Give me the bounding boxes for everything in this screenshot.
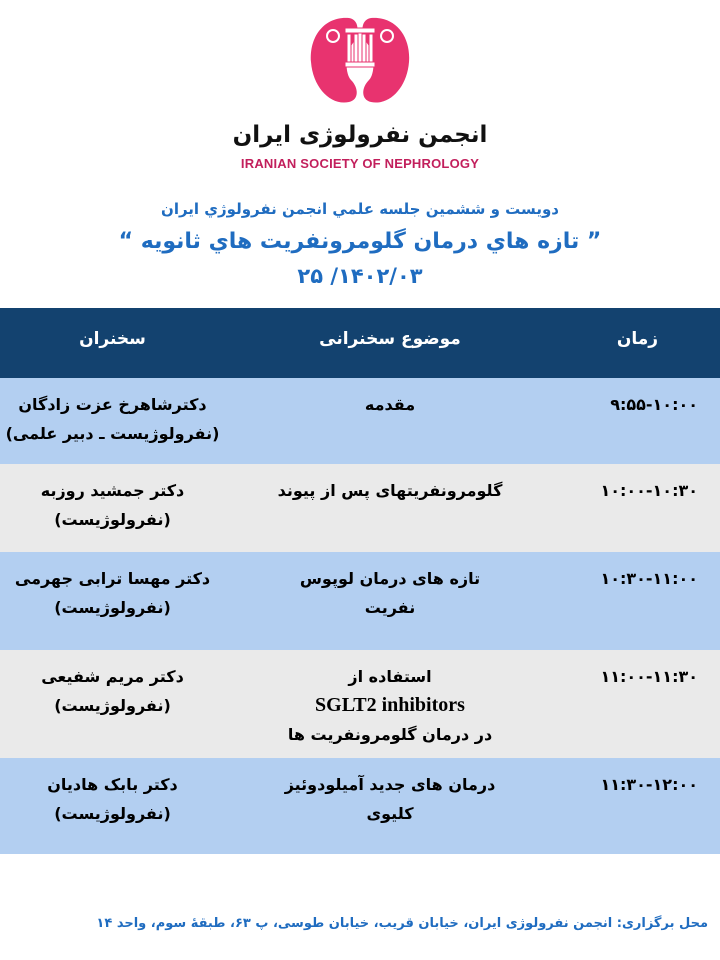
row-topic-line: مقدمه [364,395,416,414]
program-table [0,308,720,854]
speaker-role: (نفرولوژیست ـ دبیر علمی) [5,424,220,443]
row-topic [225,464,555,552]
speaker-name: دکتر جمشید روزبه [40,481,185,500]
session-topic: ” تازه هاي درمان گلومرونفريت هاي ثانويه “ [118,229,602,254]
session-date: ۱۴۰۲/۰۳/ ۲۵ [297,264,423,288]
row-topic-line: استفاده از [348,667,432,686]
table-header [0,308,720,378]
row-time: ۱۱:۳۰-۱۲:۰۰ [600,775,698,794]
row-topic-line: درمان های جدید آمیلودوئیز [284,775,496,794]
society-logo [230,14,490,174]
column-header-speaker: سخنران [79,329,146,349]
column-header-time: زمان [616,329,659,349]
logo-persian-name: انجمن نفرولوژی ایران [232,122,488,148]
speaker-role: (نفرولوژیست) [54,510,171,529]
table-row [0,464,720,552]
speaker-role: (نفرولوژیست) [54,804,171,823]
row-topic-line: کلیوی [366,804,414,823]
row-speaker [0,464,225,552]
row-speaker [0,378,225,464]
table-row [0,552,720,650]
row-topic [225,650,555,758]
row-time: ۱۰:۰۰-۱۰:۳۰ [600,481,698,500]
row-topic [225,758,555,854]
table-row [0,758,720,854]
row-topic-line: تازه های درمان لوپوس [299,569,481,588]
row-topic-line: نفریت [364,598,416,617]
speaker-name: دکترشاهرخ عزت زادگان [18,395,207,414]
table-row [0,378,720,464]
row-topic-line: در درمان گلومرونفریت ها [287,725,493,744]
speaker-role: (نفرولوژیست) [54,696,171,715]
row-topic-english: SGLT2 inhibitors [315,694,465,716]
kidney-columns-icon [305,14,415,114]
row-speaker [0,650,225,758]
row-topic-line: گلومرونفریتهای پس از پیوند [277,481,503,500]
row-time: ۱۱:۰۰-۱۱:۳۰ [600,667,698,686]
column-header-topic: موضوع سخنرانی [319,329,461,349]
venue-address: محل برگزاری: انجمن نفرولوژی ایران، خیابان قریب، خیابان طوسی، پ ۶۳، طبقهٔ سوم، واحد ۱۴ [96,916,708,931]
table-row [0,650,720,758]
speaker-name: دکتر مهسا ترابی جهرمی [14,569,211,588]
row-topic [225,552,555,650]
row-speaker [0,552,225,650]
logo-english-name: IRANIAN SOCIETY OF NEPHROLOGY [240,156,480,171]
row-speaker [0,758,225,854]
speaker-name: دکتر بابک هادیان [47,775,178,794]
row-topic [225,378,555,464]
row-time: ۱۰:۳۰-۱۱:۰۰ [600,569,698,588]
session-title: دويست و ششمين جلسه علمي انجمن نفرولوژي ايران [161,200,559,218]
speaker-role: (نفرولوژیست) [54,598,171,617]
speaker-name: دکتر مریم شفیعی [41,667,184,686]
row-time: ۹:۵۵-۱۰:۰۰ [610,395,698,414]
